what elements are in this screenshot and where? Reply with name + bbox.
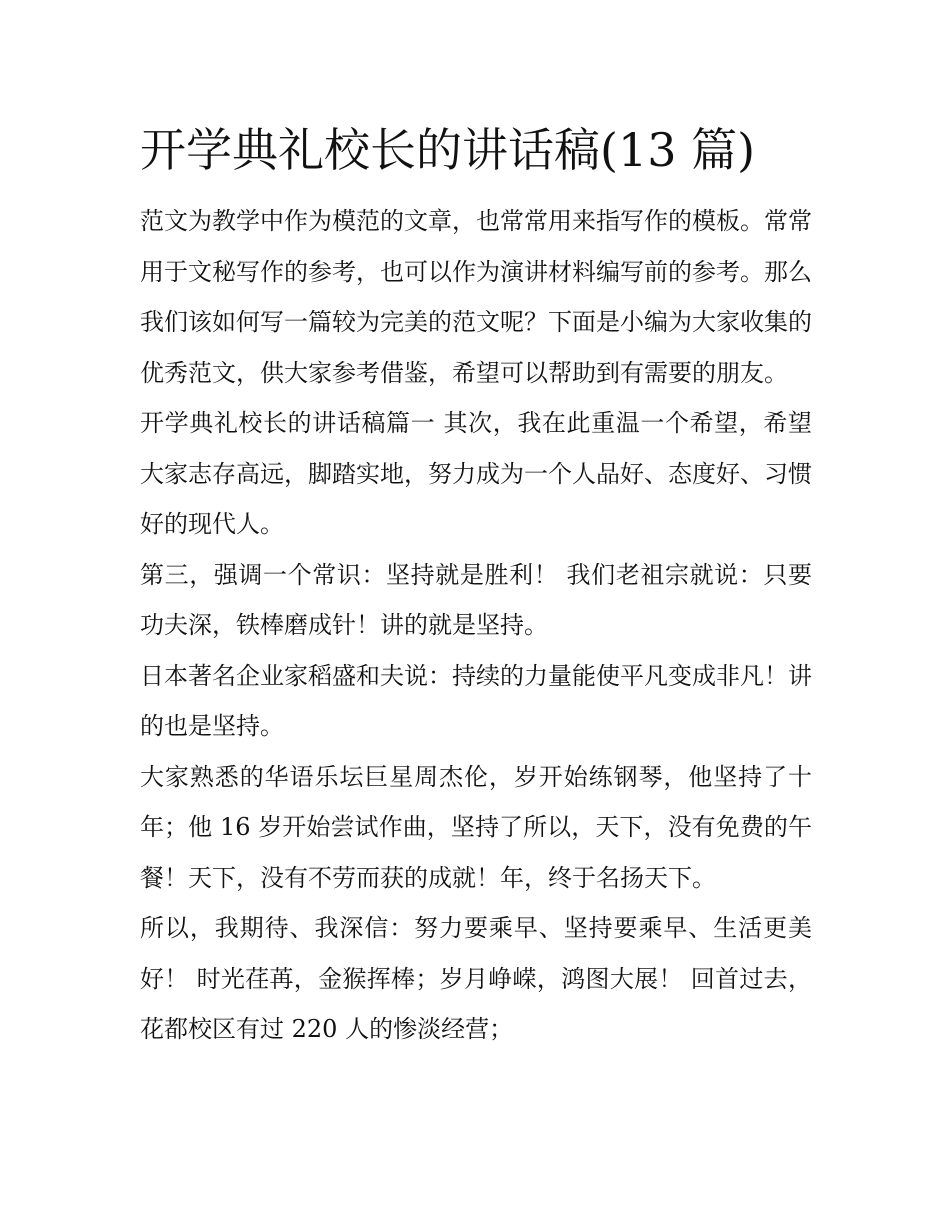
paragraph-jay-chou: 大家熟悉的华语乐坛巨星周杰伦，岁开始练钢琴，他坚持了十年；他 16 岁开始尝试作曲，坚持了所以，天下，没有免费的午餐！天下，没有不劳而获的成就！年，终于名扬天下。 <box>140 762 812 892</box>
paragraph-conclusion: 所以，我期待、我深信：努力要乘早、坚持要乘早、生活更美好！ 时光荏苒，金猴挥棒；岁月峥嵘，鸿图大展！ 回首过去，花都校区有过 220 人的惨淡经营； <box>140 914 812 1043</box>
document-page <box>140 118 812 1055</box>
document-title: 开学典礼校长的讲话稿(13 篇) <box>140 123 756 177</box>
paragraph-inamori: 日本著名企业家稻盛和夫说：持续的力量能使平凡变成非凡！讲的也是坚持。 <box>140 661 812 740</box>
paragraph-intro: 范文为教学中作为模范的文章，也常常用来指写作的模板。常常用于文秘写作的参考，也可以作为演讲材料编写前的参考。那么我们该如何写一篇较为完美的范文呢？下面是小编为大家收集的优秀范文，供大家参考借鉴，希望可以帮助到有需要的朋友。 <box>140 207 812 387</box>
paragraph-speech-1: 开学典礼校长的讲话稿篇一 其次，我在此重温一个希望，希望大家志存高远，脚踏实地，努力成为一个人品好、态度好、习惯好的现代人。 <box>140 409 812 538</box>
paragraph-persistence: 第三，强调一个常识：坚持就是胜利！ 我们老祖宗就说：只要功夫深，铁棒磨成针！讲的就是坚持。 <box>140 560 812 639</box>
